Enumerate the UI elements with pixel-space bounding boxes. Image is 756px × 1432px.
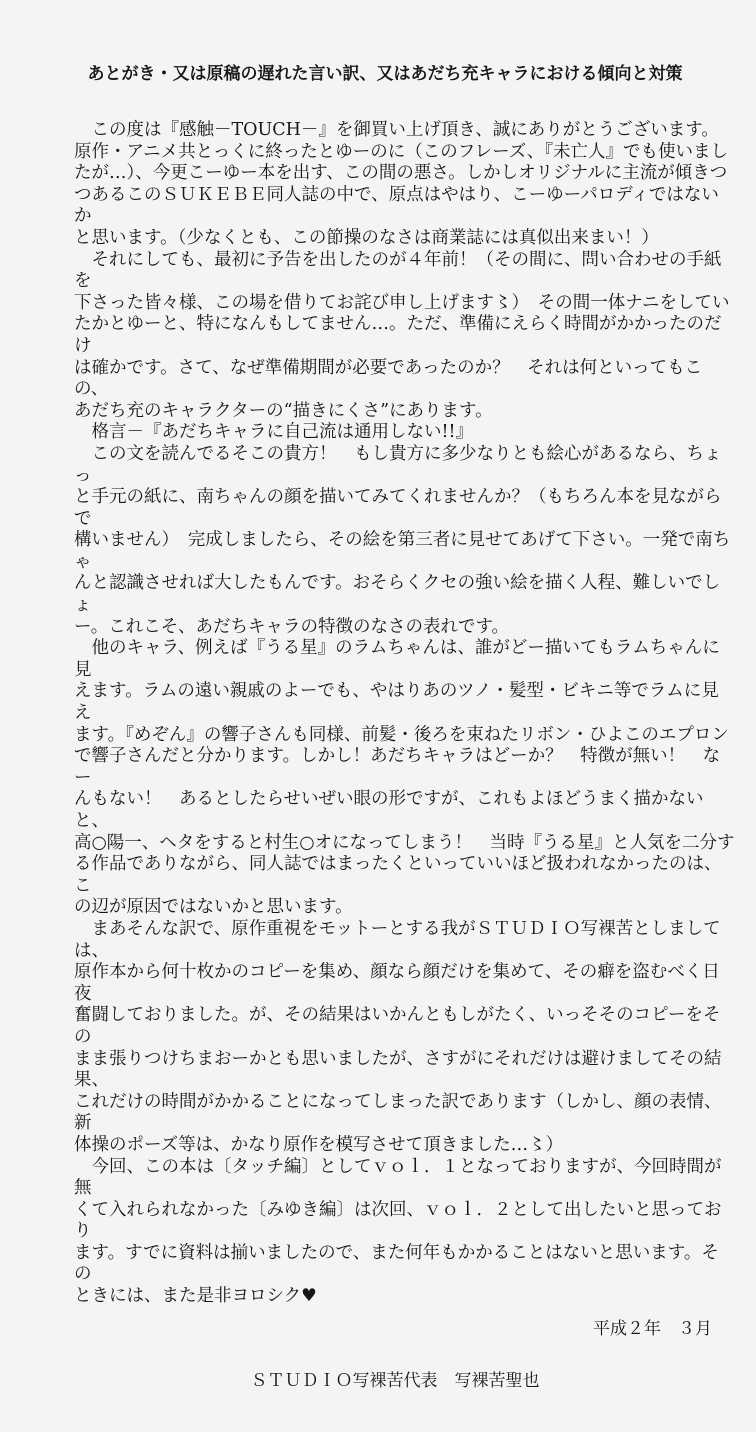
text-line: と思います。（少なくとも、この節操のなさは商業誌には真似出来まい！）: [74, 227, 659, 248]
afterword-body: [74, 120, 736, 1308]
text-line: 今回、この本は〔タッチ編〕としてｖｏｌ．１となっておりますが、今回時間が無: [74, 1156, 722, 1199]
text-line: の辺が原因ではないかと思います。: [74, 897, 353, 918]
text-line: 奮闘しておりました。が、その結果はいかんともしがたく、いっそそのコピーをその: [74, 1005, 721, 1047]
text-line: それにしても、最初に予告を出したのが４年前！（その間に、問い合わせの手紙を: [74, 249, 722, 292]
text-line: 原作・アニメ共とっくに終ったとゆーのに（このフレーズ、『未亡人』でも使いまし: [74, 141, 728, 162]
text-line: 下さった皆々様、この場を借りてお詫び申し上げます〻） その間一体ナニをしてい: [74, 292, 730, 313]
text-line: えます。ラムの遠い親戚のよーでも、やはりあのツノ・髪型・ビキニ等でラムに見え: [74, 681, 719, 724]
signature: ＳＴＵＤＩＯ写裸苦代表 写裸苦聖也: [250, 1370, 540, 1391]
text-line: る作品でありながら、同人誌ではまったくといっていいほど扱われなかったのは、こ: [74, 854, 722, 896]
text-line: 構いません） 完成しましたら、その絵を第三者に見せてあげて下さい。一発で南ちゃ: [74, 530, 731, 572]
text-line: 格言－『あだちキャラに自己流は通用しない!!』: [74, 422, 474, 443]
page-title: あとがき・又は原稿の遅れた言い訳、又はあだち充キャラにおける傾向と対策: [87, 64, 683, 84]
text-line: んもない！ あるとしたらせいぜい眼の形ですが、これもよほどうまく描かないと、: [74, 789, 704, 831]
text-line: たかとゆーと、特になんもしてません…。ただ、準備にえらく時間がかかったのだけ: [74, 314, 722, 356]
text-line: この度は『感触－TOUCH－』を御買い上げ頂き、誠にありがとうございます。: [74, 120, 719, 140]
text-line: まあそんな訳で、原作重視をモットーとする我がＳＴＵＤＩＯ写裸苦としましては、: [74, 918, 721, 961]
text-line: と手元の紙に、南ちゃんの顔を描いてみてくれませんか？（もちろん本を見ながらで: [74, 487, 722, 529]
text-line: ます。『めぞん』の響子さんも同様、前髪・後ろを束ねたリボン・ひよこのエプロン: [74, 724, 729, 745]
text-line: んと認識させれば大したもんです。おそらくクセの強い絵を描く人程、難しいでしょ: [74, 573, 721, 616]
text-line: 原作本から何十枚かのコピーを集め、顔なら顔だけを集めて、その癖を盗むべく日夜: [74, 962, 720, 1004]
text-line: ときには、また是非ヨロシク♥: [74, 1286, 317, 1307]
date-line: 平成２年 ３月: [593, 1318, 712, 1339]
text-line: ー。これこそ、あだちキャラの特徴のなさの表れです。: [74, 616, 510, 637]
text-line: ます。すでに資料は揃いましたので、また何年もかかることはないと思います。その: [74, 1242, 719, 1285]
text-line: この文を読んでるそこの貴方！ もし貴方に多少なりとも絵心があるなら、ちょっ: [74, 443, 722, 486]
text-line: 体操のポーズ等は、かなり原作を模写させて頂きました…〻）: [74, 1134, 564, 1155]
text-line: これだけの時間がかかることになってしまった訳であります（しかし、顔の表情、新: [74, 1091, 722, 1134]
text-line: まま張りつけちまおーかとも思いましたが、さすがにそれだけは避けましてその結果、: [74, 1048, 722, 1091]
text-line: つあるこのＳＵＫＥＢＥ同人誌の中で、原点はやはり、こーゆーパロディではないか: [74, 184, 719, 227]
text-line: は確かです。さて、なぜ準備期間が必要であったのか？ それは何といってもこの、: [74, 357, 703, 400]
text-line: あだち充のキャラクターの“描きにくさ”にあります。: [74, 400, 493, 421]
text-line: たが…）、今更こーゆー本を出す、この間の悪さ。しかしオリジナルに主流が傾きつ: [74, 163, 728, 184]
text-line: で響子さんだと分かります。しかし！あだちキャラはどーか？ 特徴が無い！ なー: [74, 746, 721, 788]
text-line: くて入れられなかった〔みゆき編〕は次回、ｖｏｌ．２として出したいと思っており: [74, 1199, 722, 1242]
text-line: 他のキャラ、例えば『うる星』のラムちゃんは、誰がどー描いてもラムちゃんに見: [74, 638, 720, 680]
text-line: 高○陽一、ヘタをすると村生○オになってしまう！ 当時『うる星』と人気を二分す: [74, 832, 735, 853]
